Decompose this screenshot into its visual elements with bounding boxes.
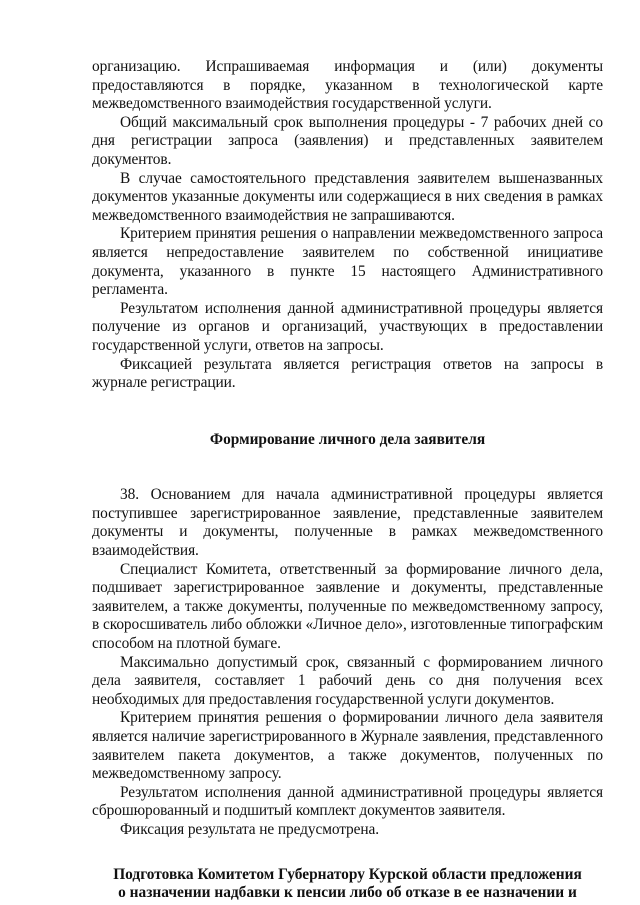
paragraph-max-term-2: Максимально допустимый срок, связанный с формированием личного дела заявителя, составляет 1 рабочий день со дня получения всех необходимых для предоставления государственной услуги документов. (92, 653, 603, 708)
paragraph-continuation: организацию. Испрашиваемая информация и (или) документы предоставляются в порядке, указанном в технологической карте межведомственного взаимодействия государственной услуги. (92, 58, 603, 113)
paragraph-specialist: Специалист Комитета, ответственный за формирование личного дела, подшивает зарегистрированное заявление и документы, представленные заявителем, а также документы, полученные по межведомственному запросу, в скоросшиватель либо обложки «Личное дело», изготовленные типографским способом на плотной бумаге. (92, 560, 603, 653)
paragraph-max-term: Общий максимальный срок выполнения процедуры - 7 рабочих дней со дня регистрации запроса (заявления) и представленных заявителем документов. (92, 113, 603, 168)
section-heading-preparation (92, 866, 603, 903)
paragraph-criterion: Критерием принятия решения о направлении межведомственного запроса является непредоставление заявителем по собственной инициативе документа, указанного в пункте 15 настоящего Административного регламента. (92, 225, 603, 299)
paragraph-result: Результатом исполнения данной административной процедуры является получение из органов и организаций, участвующих в предоставлении государственной услуги, ответов на запросы. (92, 299, 603, 354)
paragraph-criterion-2: Критерием принятия решения о формировании личного дела заявителя является наличие зарегистрированного в Журнале заявления, представленного заявителем пакета документов, а также документов, полученных по межведомственному запросу. (92, 709, 603, 783)
section-heading-line: Подготовка Комитетом Губернатору Курской области предложения (113, 865, 582, 883)
paragraph-fixation: Фиксацией результата является регистрация ответов на запросы в журнале регистрации. (92, 355, 603, 392)
paragraph-self-submission: В случае самостоятельного представления заявителем вышеназванных документов указанные документы или содержащиеся в них сведения в рамках межведомственного взаимодействия не запрашиваются. (92, 169, 603, 224)
paragraph-result-2: Результатом исполнения данной административной процедуры является сброшюрованный и подшитый комплект документов заявителя. (92, 783, 603, 820)
document-page (92, 58, 603, 903)
section-heading-line: о назначении надбавки к пенсии либо об отказе в ее назначении и (118, 884, 577, 902)
paragraph-fixation-2: Фиксация результата не предусмотрена. (120, 820, 379, 838)
section-heading-personal-file: Формирование личного дела заявителя (209, 430, 486, 448)
paragraph-38-basis: 38. Основанием для начала административной процедуры является поступившее зарегистрированное заявление, представленные заявителем документы и документы, полученные в рамках межведомственного взаимодействия. (92, 486, 603, 560)
